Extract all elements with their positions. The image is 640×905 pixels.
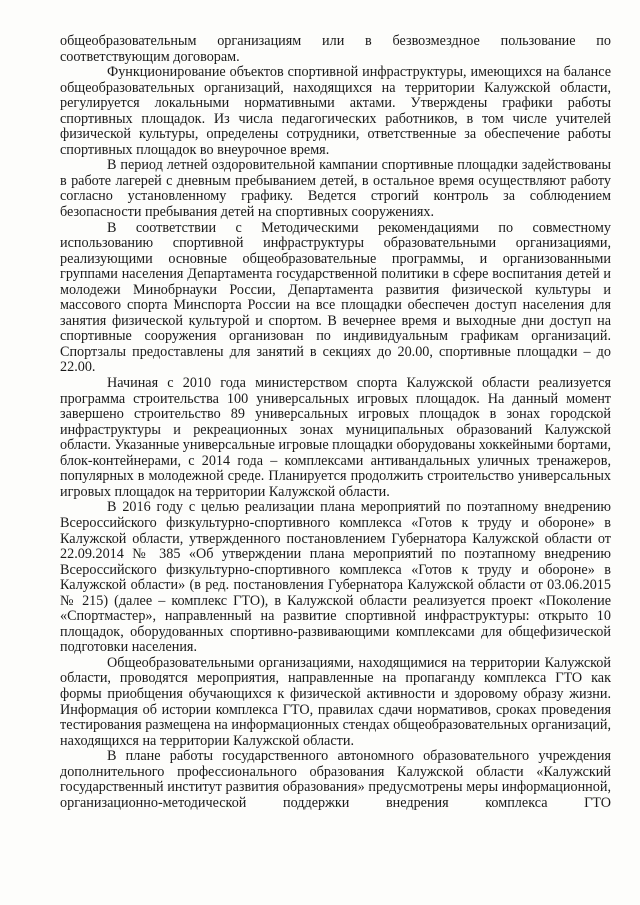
paragraph-continuation: общеобразовательным организациям или в безвозмездное пользование по соответствующим договорам. bbox=[60, 33, 611, 65]
paragraph-playground-construction: Начиная с 2010 года министерством спорта Калужской области реализуется программа строительства 100 универсальных игровых площадок. На данный момент завершено строительство 89 универсальных игровых площадок в зонах городской инфраструктуры и рекреационных зонах муниципальных образований Калужской области. Указанные универсальные игровые площадки оборудованы хоккейными бортами, блок-контейнерами, с 2014 года – комплексами антивандальных уличных тренажеров, популярных в молодежной среде. Планируется продолжить строительство универсальных игровых площадок на территории Калужской области. bbox=[60, 375, 611, 500]
paragraph-methodological-recommendations: В соответствии с Методическими рекомендациями по совместному использованию спортивной инфраструктуры образовательными организациями, реализующими основные общеобразовательные программы, и организованными группами населения Департамента государственной политики в сфере воспитания детей и молодежи Минобрнауки России, Департамента развития физической культуры и массового спорта Минспорта России на все площадки обеспечен доступ населения для занятия физической культурой и спортом. В вечернее время и выходные дни доступ на спортивные сооружения организован по индивидуальным графикам организаций. Спортзалы предоставлены для занятий в секциях до 20.00, спортивные площадки – до 22.00. bbox=[60, 219, 611, 376]
document-body bbox=[60, 34, 611, 811]
paragraph-institute-work-plan: В плане работы государственного автономного образовательного учреждения дополнительного профессионального образования Калужской области «Калужский государственный институт развития образования» предусмотрены меры информационной, организационно-методической поддержки внедрения комплекса ГТО bbox=[60, 748, 611, 811]
paragraph-sports-infrastructure-functioning: Функционирование объектов спортивной инфраструктуры, имеющихся на балансе общеобразовательных организаций, находящихся на территории Калужской области, регулируется локальными нормативными актами. Утверждены графики работы спортивных площадок. Из числа педагогических работников, в том числе учителей физической культуры, определены сотрудники, ответственные за обеспечение работы спортивных площадок во внеурочное время. bbox=[60, 64, 611, 158]
paragraph-summer-campaign: В период летней оздоровительной кампании спортивные площадки задействованы в работе лагерей с дневным пребыванием детей, в остальное время осуществляют работу согласно установленному графику. Ведется строгий контроль за соблюдением безопасности пребывания детей на спортивных сооружениях. bbox=[60, 157, 611, 221]
paragraph-gto-plan-2016: В 2016 году с целью реализации плана мероприятий по поэтапному внедрению Всероссийского физкультурно-спортивного комплекса «Готов к труду и обороне» в Калужской области, утвержденного постановлением Губернатора Калужской области от 22.09.2014 № 385 «Об утверждении плана мероприятий по поэтапному внедрению Всероссийского физкультурно-спортивного комплекса «Готов к труду и обороне» в Калужской области» (в ред. постановления Губернатора Калужской области от 03.06.2015 № 215) (далее – комплекс ГТО), в Калужской области реализуется проект «Поколение «Спортмастер», направленный на развитие спортивной инфраструктуры: открыто 10 площадок, оборудованных спортивно-развивающими комплексами для общефизической подготовки населения. bbox=[60, 499, 611, 656]
paragraph-gto-promotion: Общеобразовательными организациями, находящимися на территории Калужской области, проводятся мероприятия, направленные на пропаганду комплекса ГТО как формы приобщения обучающихся к физической активности и здоровому образу жизни. Информация об истории комплекса ГТО, правилах сдачи нормативов, сроках проведения тестирования размещена на информационных стендах общеобразовательных организаций, находящихся на территории Калужской области. bbox=[60, 654, 611, 749]
